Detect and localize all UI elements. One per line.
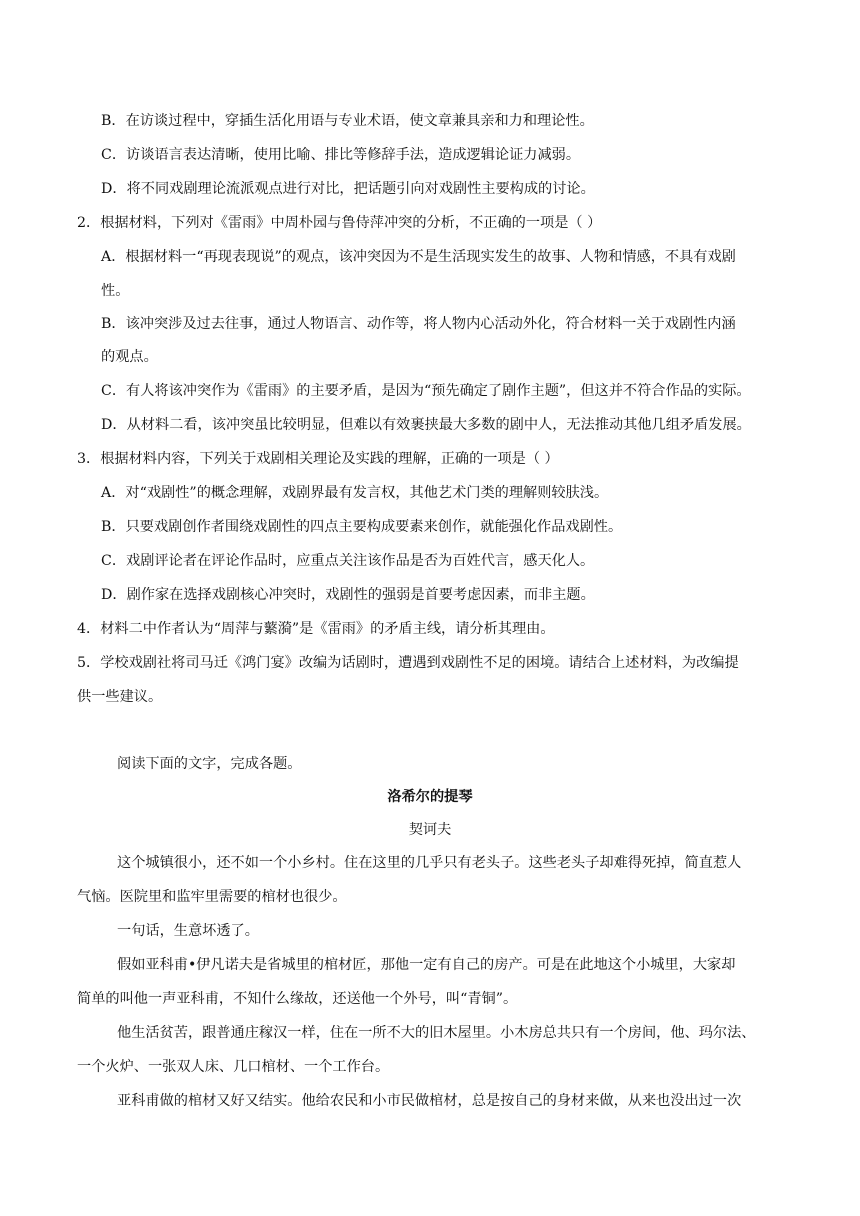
- q3-option-b: B．只要戏剧创作者围绕戏剧性的四点主要构成要素来创作，就能强化作品戏剧性。: [101, 519, 623, 535]
- question-4: 4．材料二中作者认为“周萍与蘩漪”是《雷雨》的矛盾主线，请分析其理由。: [77, 621, 555, 637]
- q2-option-d: D．从材料二看，该冲突虽比较明显，但难以有效裹挟最大多数的剧中人，无法推动其他几组矛盾发展。: [101, 417, 751, 433]
- q2-option-a: A．根据材料一“再现表现说”的观点，该冲突因为不是生活现实发生的故事、人物和情感，不具有戏剧: [101, 249, 736, 265]
- q3-option-a: A．对“戏剧性”的概念理解，戏剧界最有发言权，其他艺术门类的理解则较肤浅。: [101, 485, 609, 501]
- q5-line-1: 5．学校戏剧社将司马迁《鸿门宴》改编为话剧时，遭遇到戏剧性不足的困境。请结合上述材料，为改编提: [77, 655, 739, 671]
- paragraph-2: 一句话，生意坏透了。: [117, 923, 259, 939]
- paragraph-1-line-2: 气恼。医院里和监牢里需要的棺材也很少。: [77, 889, 347, 905]
- q2-option-b-cont: 的观点。: [101, 349, 158, 365]
- paragraph-5-line-1: 亚科甫做的棺材又好又结实。他给农民和小市民做棺材，总是按自己的身材来做，从来也没出过一次: [117, 1093, 742, 1109]
- q2-option-c: C．有人将该冲突作为《雷雨》的主要矛盾，是因为“预先确定了剧作主题”，但这并不符合作品的实际。: [101, 383, 751, 399]
- paragraph-3-line-1: 假如亚科甫•伊凡诺夫是省城里的棺材匠，那他一定有自己的房产。可是在此地这个小城里，大家却: [117, 957, 736, 973]
- q3-option-d: D．剧作家在选择戏剧核心冲突时，戏剧性的强弱是首要考虑因素，而非主题。: [101, 587, 595, 603]
- q3-option-c: C．戏剧评论者在评论作品时，应重点关注该作品是否为百姓代言，感天化人。: [101, 553, 595, 569]
- q3-stem: 3．根据材料内容，下列关于戏剧相关理论及实践的理解，正确的一项是（ ）: [77, 451, 559, 467]
- reading-instruction: 阅读下面的文字，完成各题。: [117, 756, 302, 772]
- paragraph-3-line-2: 简单的叫他一声亚科甫，不知什么缘故，还送他一个外号，叫“青铜”。: [77, 991, 518, 1007]
- q2-option-a-cont: 性。: [101, 283, 130, 299]
- q1-option-d: D．将不同戏剧理论流派观点进行对比，把话题引向对戏剧性主要构成的讨论。: [101, 181, 595, 197]
- passage-author: 契诃夫: [408, 822, 452, 838]
- paragraph-4-line-1: 他生活贫苦，跟普通庄稼汉一样，住在一所不大的旧木屋里。小木房总共只有一个房间，他、玛尔法、: [117, 1025, 756, 1041]
- q2-option-b: B．该冲突涉及过去往事，通过人物语言、动作等，将人物内心活动外化，符合材料一关于戏剧性内涵: [101, 316, 736, 332]
- q1-option-b: B．在访谈过程中，穿插生活化用语与专业术语，使文章兼具亲和力和理论性。: [101, 113, 594, 129]
- q5-line-2: 供一些建议。: [77, 689, 163, 705]
- paragraph-4-line-2: 一个火炉、一张双人床、几口棺材、一个工作台。: [77, 1059, 390, 1075]
- q1-option-c: C．访谈语言表达清晰，使用比喻、排比等修辞手法，造成逻辑论证力减弱。: [101, 147, 581, 163]
- passage-title: 洛希尔的提琴: [387, 789, 473, 805]
- q2-stem: 2．根据材料，下列对《雷雨》中周朴园与鲁侍萍冲突的分析，不正确的一项是（ ）: [77, 215, 602, 231]
- paragraph-1-line-1: 这个城镇很小，还不如一个小乡村。住在这里的几乎只有老头子。这些老头子却难得死掉，简直惹人: [117, 855, 742, 871]
